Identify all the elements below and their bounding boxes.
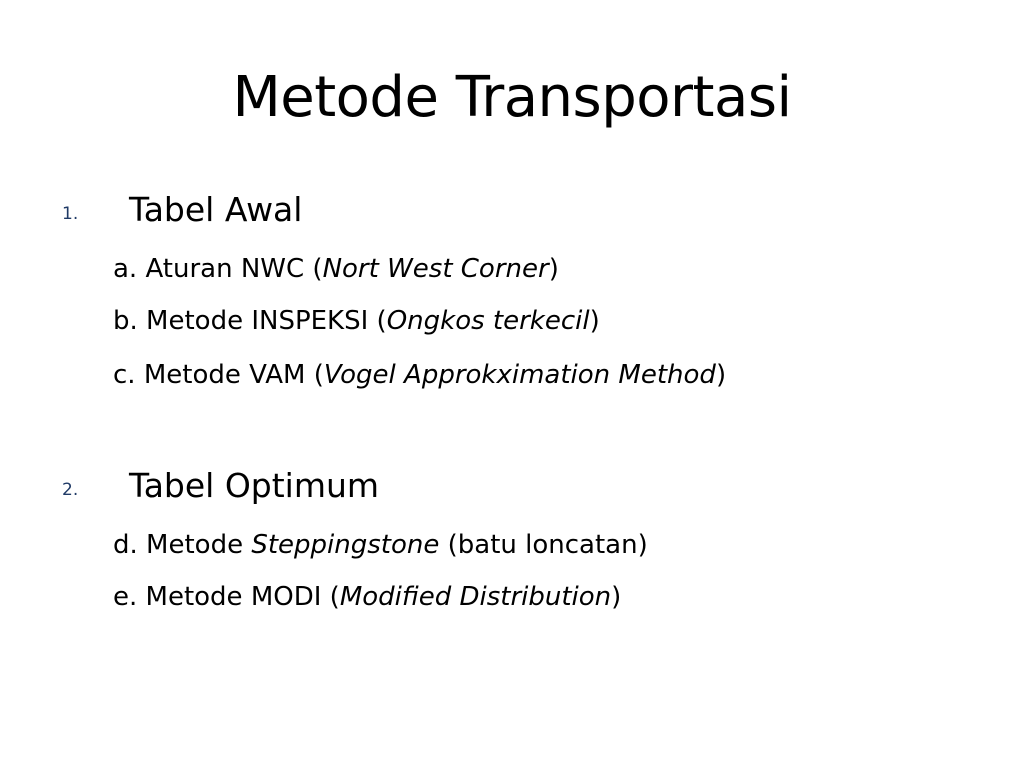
section-tabel-optimum	[0, 464, 1024, 612]
list-number: 1.	[62, 204, 79, 224]
section-heading-row	[0, 464, 1024, 512]
item-italic-text: Nort West Corner	[322, 254, 549, 284]
list-number: 2.	[62, 480, 79, 500]
item-italic-text: Steppingstone	[251, 530, 440, 560]
item-text-end: )	[611, 582, 622, 612]
item-text-end: )	[589, 306, 600, 336]
slide-title: Metode Transportasi	[232, 65, 792, 130]
item-text: e. Metode MODI (	[113, 582, 340, 612]
item-italic-text: Ongkos terkecil	[386, 306, 590, 336]
item-text: d. Metode	[113, 530, 252, 560]
section-tabel-awal	[0, 188, 1024, 390]
list-item-steppingstone	[113, 528, 648, 562]
list-item-vam	[113, 358, 726, 392]
item-text: b. Metode INSPEKSI (	[113, 306, 387, 336]
list-item-inspeksi	[113, 304, 600, 338]
section-heading: Tabel Optimum	[129, 466, 380, 505]
item-italic-text: Vogel Approkximation Method	[323, 360, 716, 390]
section-heading: Tabel Awal	[129, 190, 303, 229]
item-text: a. Aturan NWC (	[113, 254, 323, 284]
item-text-end: )	[548, 254, 559, 284]
section-heading-row	[0, 188, 1024, 236]
item-italic-text: Modified Distribution	[339, 582, 612, 612]
item-text-end: (batu loncatan)	[439, 530, 648, 560]
item-text: c. Metode VAM (	[113, 360, 324, 390]
list-item-modi	[113, 580, 621, 614]
item-text-end: )	[715, 360, 727, 390]
list-item-nwc	[113, 252, 559, 286]
